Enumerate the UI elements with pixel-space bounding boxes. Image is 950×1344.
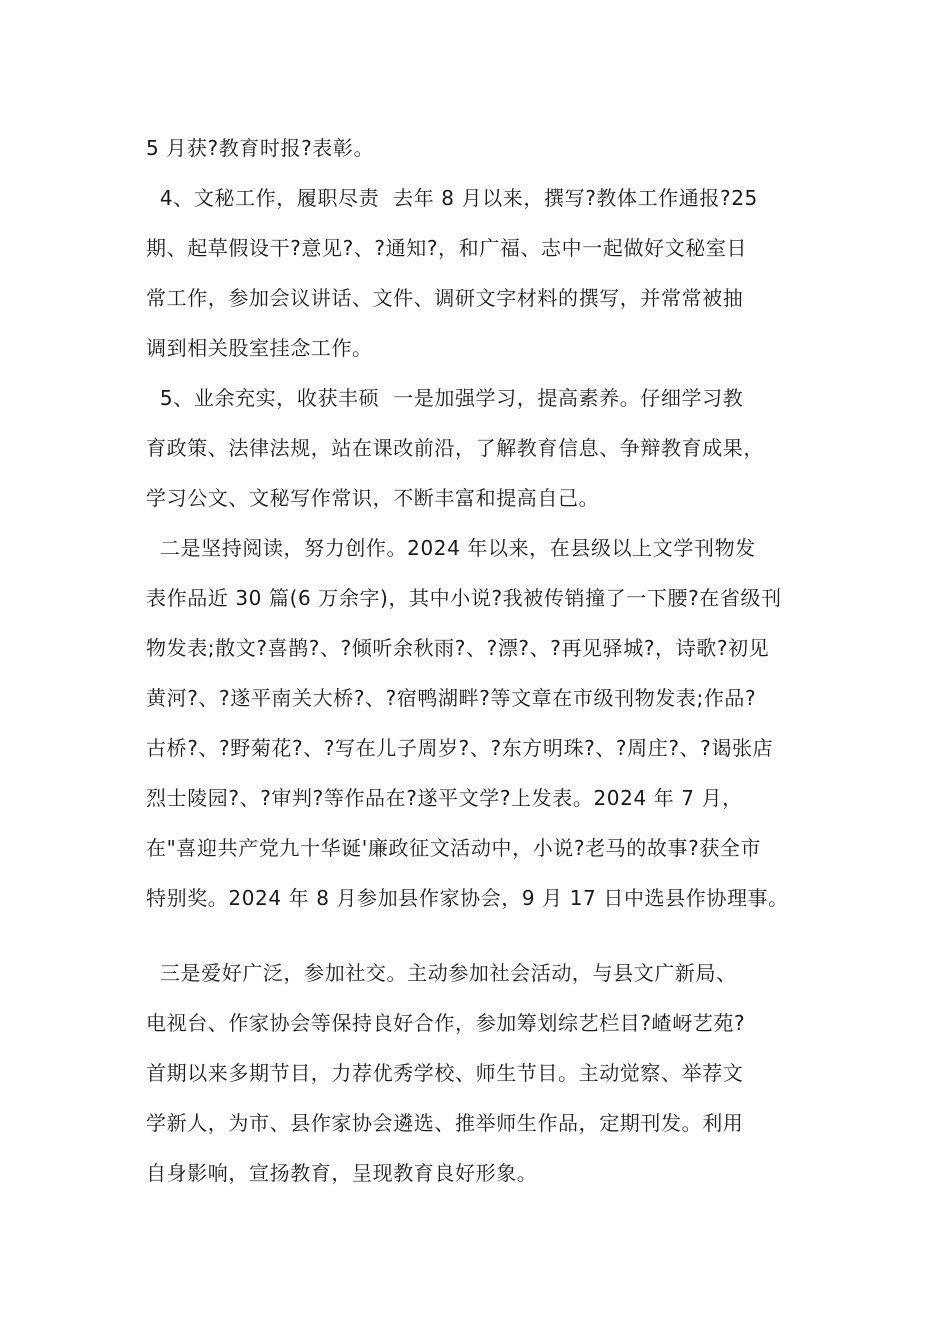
paragraph-social-activities [146, 948, 826, 1198]
text-line: 期、起草假设干?意见?、?通知?，和广福、志中一起做好文秘室日 [146, 236, 748, 260]
text-line: 自身影响，宣扬教育，呈现教育良好形象。 [146, 1161, 538, 1185]
text-line: 二是坚持阅读，努力创作。2024 年以来，在县级以上文学刊物发 [146, 536, 756, 560]
text-line: 常工作，参加会议讲话、文件、调研文字材料的撰写，并常常被抽 [146, 286, 744, 310]
text-line: 在"喜迎共产党九十华诞'廉政征文活动中，小说?老马的故事?获全市 [146, 836, 762, 860]
paragraph-award-line [146, 123, 826, 173]
paragraph-spare-time [146, 373, 826, 523]
text-line: 学新人，为市、县作家协会遴选、推举师生作品，定期刊发。利用 [146, 1111, 744, 1135]
text-line: 学习公文、文秘写作常识，不断丰富和提高自己。 [146, 486, 600, 510]
text-line: 电视台、作家协会等保持良好合作，参加筹划综艺栏目?嵖岈艺苑? [146, 1011, 746, 1035]
text-line: 物发表;散文?喜鹊?、?倾听余秋雨?、?漂?、?再见驿城?，诗歌?初见 [146, 636, 770, 660]
text-line: 表作品近 30 篇(6 万余字)，其中小说?我被传销撞了一下腰?在省级刊 [146, 586, 782, 610]
text-line: 调到相关股室挂念工作。 [146, 336, 373, 360]
text-line: 三是爱好广泛，参加社交。主动参加社会活动，与县文广新局、 [146, 961, 737, 985]
text-line: 特别奖。2024 年 8 月参加县作家协会，9 月 17 日中选县作协理事。 [146, 886, 789, 910]
paragraph-reading-writing [146, 523, 826, 923]
paragraph-secretarial-work [146, 173, 826, 373]
text-line: 黄河?、?遂平南关大桥?、?宿鸭湖畔?等文章在市级刊物发表;作品? [146, 686, 757, 710]
text-line: 5 月获?教育时报?表彰。 [146, 136, 375, 160]
text-line: 5、业余充实，收获丰硕 一是加强学习，提高素养。仔细学习教 [146, 386, 744, 410]
text-line: 古桥?、?野菊花?、?写在儿子周岁?、?东方明珠?、?周庄?、?谒张店 [146, 736, 774, 760]
text-line: 4、文秘工作，履职尽责 去年 8 月以来，撰写?教体工作通报?25 [146, 186, 758, 210]
text-line: 烈士陵园?、?审判?等作品在?遂平文学?上发表。2024 年 7 月， [146, 786, 743, 810]
text-line: 首期以来多期节目，力荐优秀学校、师生节目。主动觉察、举荐文 [146, 1061, 744, 1085]
text-line: 育政策、法律法规，站在课改前沿，了解教育信息、争辩教育成果， [146, 436, 764, 460]
